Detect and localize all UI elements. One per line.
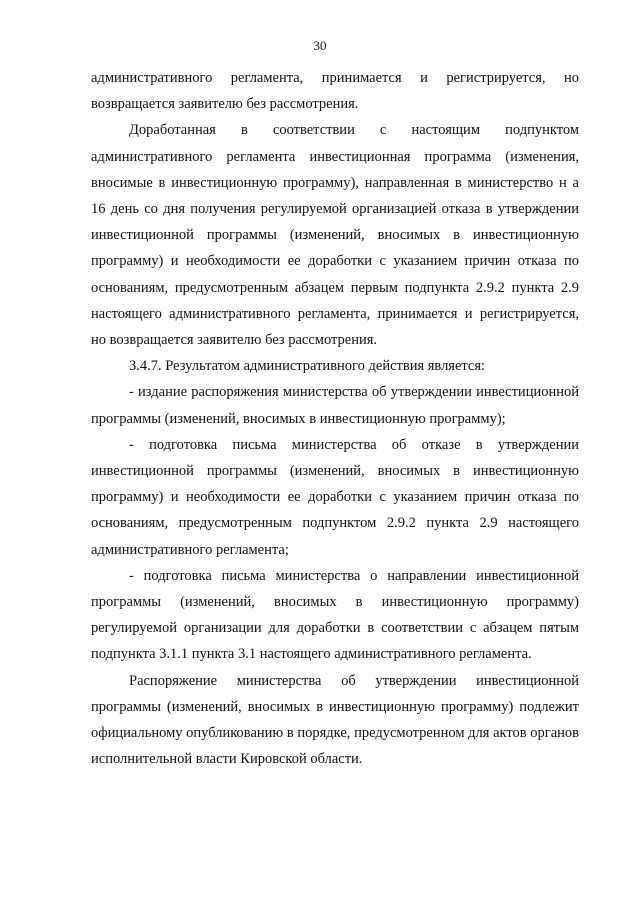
list-item-revision-letter: - подготовка письма министерства о направлении инвестиционной программы (изменений, вносимых в инвестиционную программу) регулируемой организации для доработки в соответствии с абзацем пятым подпункта 3.1.1 пункта 3.1 настоящего административного регламента. [91, 567, 579, 663]
list-item-refusal-letter: - подготовка письма министерства об отказе в утверждении инвестиционной программы (изменений, вносимых в инвестиционную программу) и необходимости ее доработки с указанием причин отказа по основаниям, предусмотренным подпунктом 2.9.2 пункта 2.9 настоящего административного регламента; [91, 436, 579, 558]
paragraph-revised-program: Доработанная в соответствии с настоящим подпунктом административного регламента инвестиционная программа (изменения, вносимые в инвестиционную программу), направленная в министерство н а 16 день со дня получения регулируемой организацией отказа в утверждении инвестиционной программы (изменений, вносимых в инвестиционную программу) и необходимости ее доработки с указанием причин отказа по основаниям, предусмотренным абзацем первым подпункта 2.9.2 пункта 2.9 настоящего административного регламента, принимается и регистрируется, но возвращается заявителю без рассмотрения. [91, 122, 579, 349]
page-number: 30 [313, 38, 327, 53]
page-body [91, 65, 579, 772]
paragraph-continuation: административного регламента, принимается и регистрируется, но возвращается заявителю без рассмотрения. [91, 70, 579, 113]
paragraph-publication: Распоряжение министерства об утверждении инвестиционной программы (изменений, вносимых в инвестиционную программу) подлежит официальному опубликованию в порядке, предусмотренном для актов органов исполнительной власти Кировской области. [91, 672, 579, 768]
list-item-order-issuance: - издание распоряжения министерства об утверждении инвестиционной программы (изменений, вносимых в инвестиционную программу); [91, 384, 579, 427]
paragraph-result-heading: 3.4.7. Результатом административного действия является: [129, 358, 486, 375]
